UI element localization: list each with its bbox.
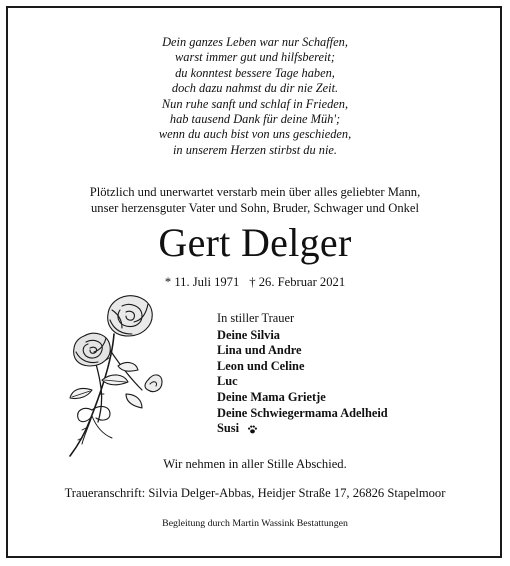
mourner-name: Deine Schwiegermama Adelheid (217, 405, 388, 420)
mourner-name: Deine Silvia (217, 327, 280, 342)
mourner-name: Luc (217, 374, 238, 389)
poem-line: in unserem Herzen stirbst du nie. (172, 142, 338, 157)
farewell-text: Wir nehmen in aller Stille Abschied. (163, 457, 347, 471)
poem-line: warst immer gut und hilfsbereit; (175, 50, 335, 65)
life-dates (0, 274, 510, 290)
announcement-text (0, 184, 510, 216)
mourner-name: Leon und Celine (217, 358, 305, 373)
death-date: † 26. Februar 2021 (249, 275, 346, 289)
poem (0, 35, 510, 158)
announcement-line: Plötzlich und unerwartet verstarb mein über alles geliebter Mann, (89, 185, 421, 199)
mourner-name: Lina und Andre (217, 343, 302, 358)
birth-date: * 11. Juli 1971 (164, 275, 240, 289)
mourning-address: Traueranschrift: Silvia Delger-Abbas, Heidjer Straße 17, 26826 Stapelmoor (64, 486, 446, 500)
poem-line: Dein ganzes Leben war nur Schaffen, (162, 35, 348, 49)
poem-line: du konntest bessere Tage haben, (175, 65, 335, 80)
rose-illustration (62, 290, 172, 460)
deceased-name: Gert Delger (158, 220, 352, 265)
mourners-list (217, 311, 388, 437)
funeral-home-credit: Begleitung durch Martin Wassink Bestattungen (162, 518, 348, 529)
mourner-name: Susi (217, 421, 240, 436)
poem-line: doch dazu nahmst du dir nie Zeit. (171, 81, 339, 96)
poem-line: wenn du auch bist von uns geschieden, (158, 127, 352, 142)
mourner-name: Deine Mama Grietje (217, 389, 326, 404)
poem-line: hab tausend Dank für deine Müh'; (169, 112, 341, 127)
mourner-pet-row (217, 421, 388, 437)
mourners-heading: In stiller Trauer (217, 311, 295, 325)
announcement-line: unser herzensguter Vater und Sohn, Bruder, Schwager und Onkel (90, 201, 419, 215)
poem-line: Nun ruhe sanft und schlaf in Frieden, (161, 96, 349, 111)
paw-icon (247, 424, 258, 435)
